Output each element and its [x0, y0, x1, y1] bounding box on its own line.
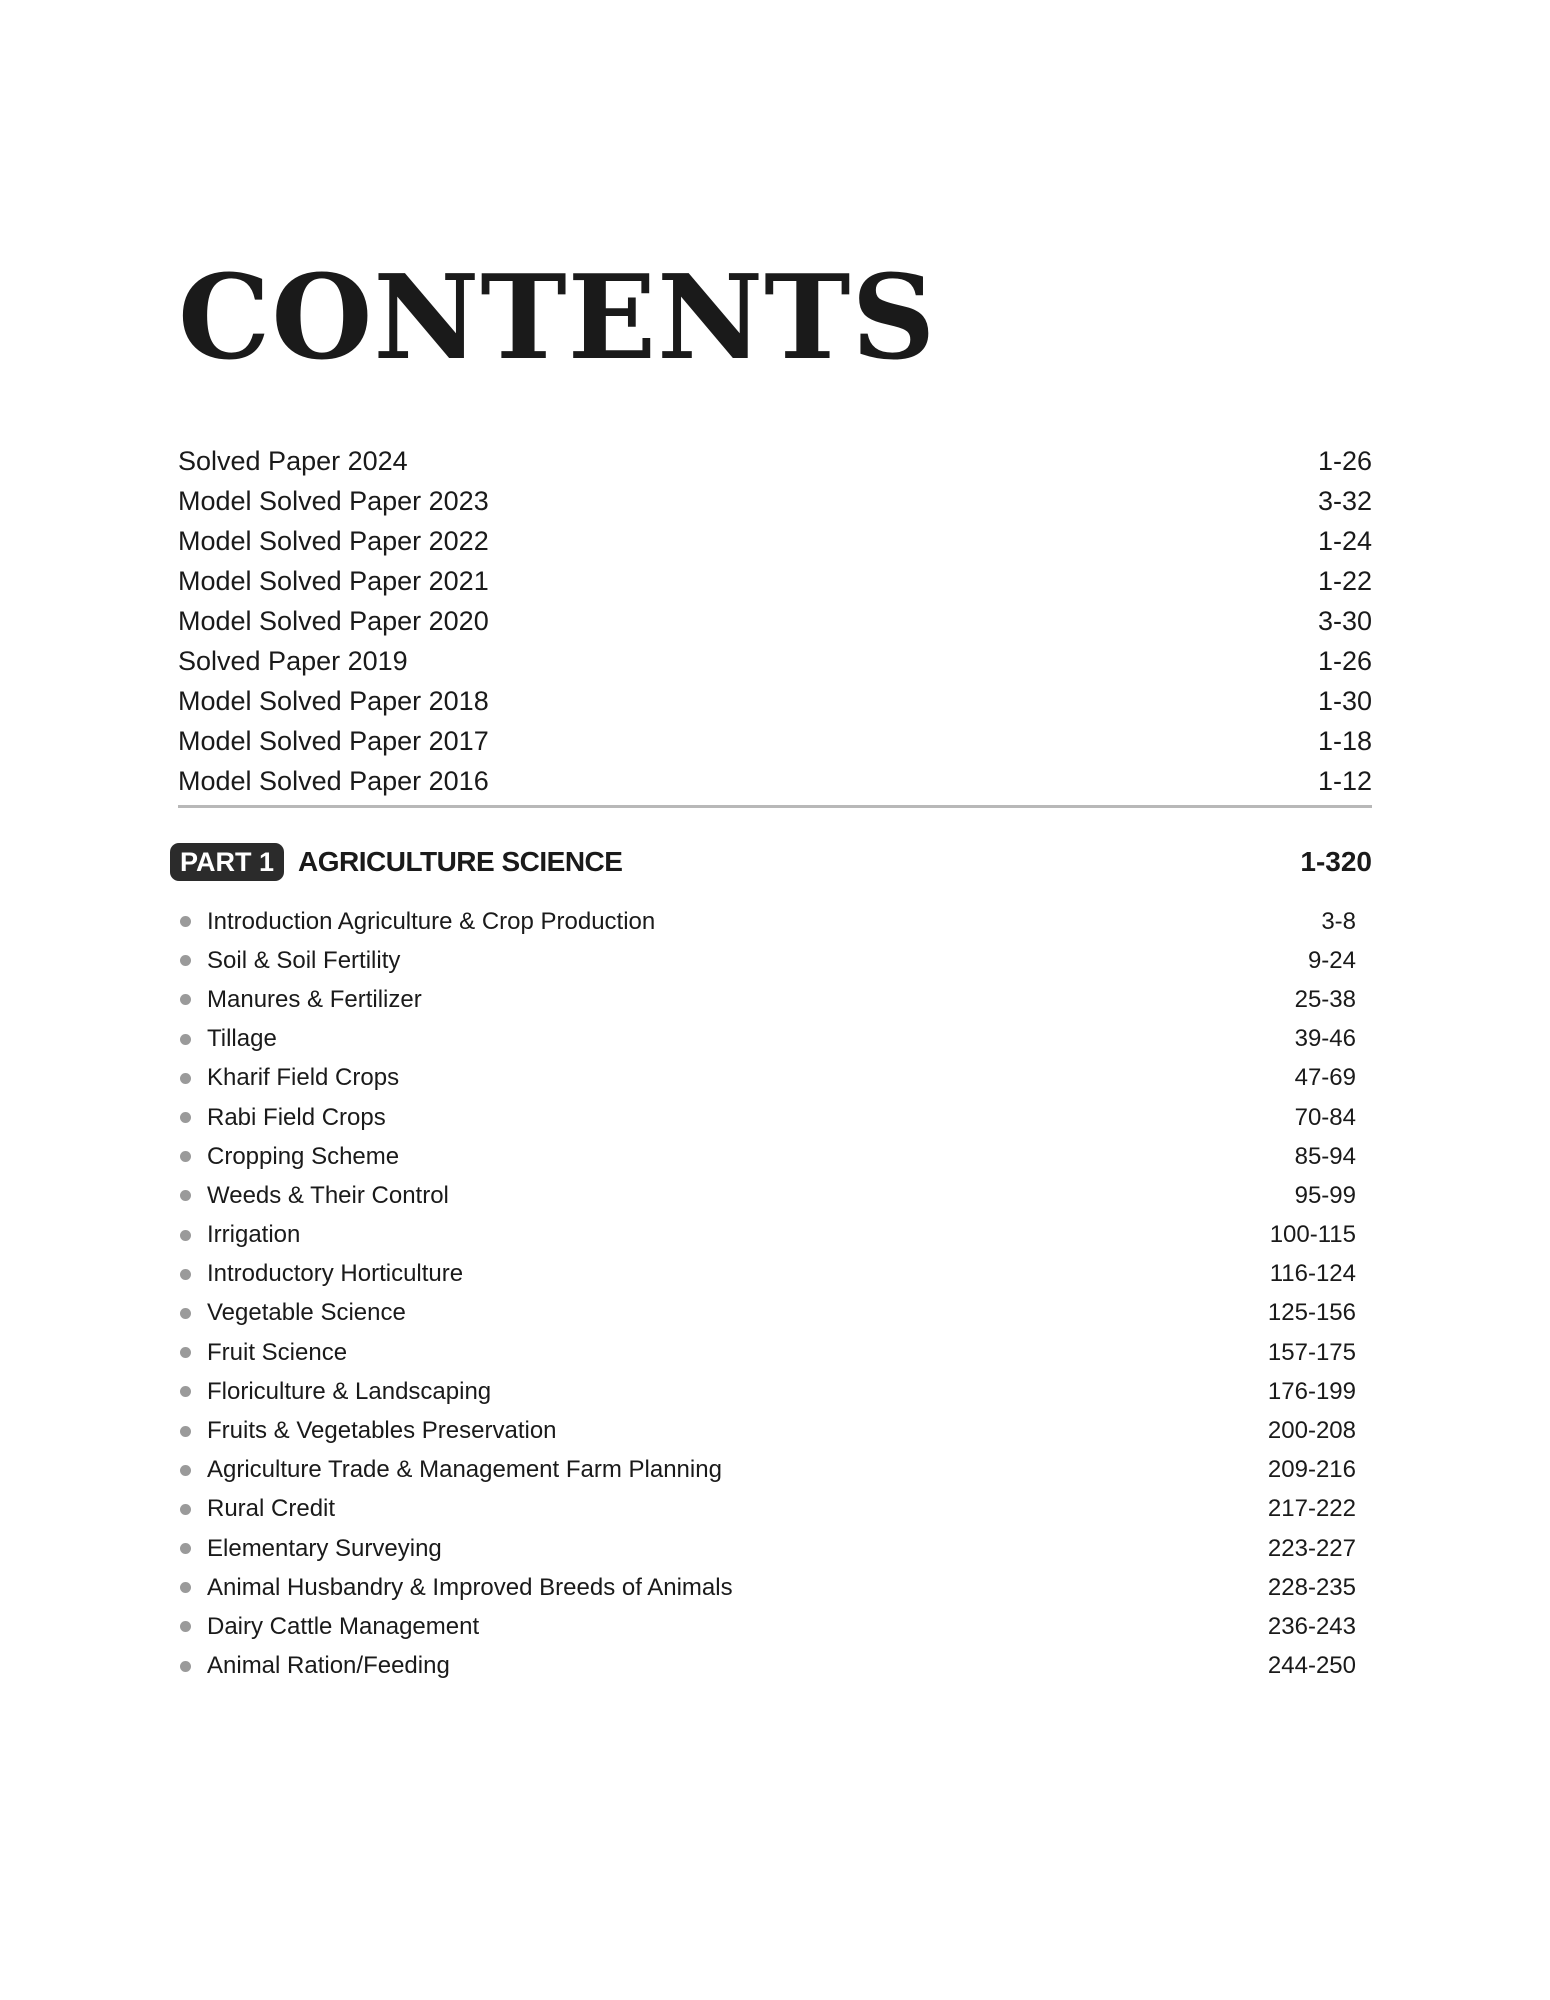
topic-item[interactable] — [178, 1333, 1356, 1372]
topic-label: Rural Credit — [207, 1495, 336, 1523]
solved-papers-list — [178, 440, 1372, 800]
topic-label: Soil & Soil Fertility — [207, 946, 401, 974]
bullet-icon — [180, 1308, 191, 1319]
bullet-icon — [180, 1112, 191, 1123]
topic-item[interactable] — [178, 1294, 1356, 1333]
bullet-icon — [180, 1504, 191, 1515]
bullet-icon — [180, 994, 191, 1005]
paper-pages: 1-18 — [1317, 726, 1372, 756]
topic-pages: 116-124 — [1269, 1260, 1356, 1288]
paper-row[interactable] — [178, 520, 1372, 560]
topic-pages: 228-235 — [1267, 1573, 1356, 1601]
topic-item[interactable] — [178, 1216, 1356, 1255]
paper-label: Model Solved Paper 2018 — [178, 686, 489, 716]
paper-pages: 3-30 — [1317, 606, 1372, 636]
topic-label: Irrigation — [207, 1221, 301, 1249]
topic-label: Fruit Science — [207, 1338, 348, 1366]
topic-item[interactable] — [178, 1255, 1356, 1294]
paper-pages: 1-30 — [1317, 686, 1372, 716]
paper-row[interactable] — [178, 720, 1372, 760]
topic-label: Cropping Scheme — [207, 1142, 400, 1170]
paper-label: Model Solved Paper 2020 — [178, 606, 489, 636]
topic-item[interactable] — [178, 1020, 1356, 1059]
topic-item[interactable] — [178, 1568, 1356, 1607]
bullet-icon — [180, 1230, 191, 1241]
paper-pages: 3-32 — [1317, 486, 1372, 516]
paper-pages: 1-24 — [1317, 526, 1372, 556]
topic-pages: 176-199 — [1267, 1377, 1356, 1405]
paper-row[interactable] — [178, 560, 1372, 600]
topic-item[interactable] — [178, 1137, 1356, 1176]
topic-label: Manures & Fertilizer — [207, 985, 422, 1013]
topic-pages: 244-250 — [1267, 1652, 1356, 1680]
bullet-icon — [180, 1426, 191, 1437]
topic-item[interactable] — [178, 1372, 1356, 1411]
topic-pages: 236-243 — [1267, 1612, 1356, 1640]
topic-pages: 200-208 — [1267, 1417, 1356, 1445]
topic-item[interactable] — [178, 902, 1356, 941]
topic-pages: 209-216 — [1267, 1456, 1356, 1484]
bullet-icon — [180, 1347, 191, 1358]
bullet-icon — [180, 1034, 191, 1045]
paper-label: Model Solved Paper 2021 — [178, 566, 489, 596]
topic-item[interactable] — [178, 1607, 1356, 1646]
topic-pages: 85-94 — [1294, 1142, 1356, 1170]
topic-label: Introductory Horticulture — [207, 1260, 464, 1288]
bullet-icon — [180, 1151, 191, 1162]
paper-row[interactable] — [178, 480, 1372, 520]
topic-item[interactable] — [178, 1490, 1356, 1529]
topic-label: Tillage — [207, 1025, 277, 1053]
topic-label: Rabi Field Crops — [207, 1103, 386, 1131]
topic-label: Vegetable Science — [207, 1299, 406, 1327]
topic-item[interactable] — [178, 980, 1356, 1019]
topic-item[interactable] — [178, 1059, 1356, 1098]
paper-label: Solved Paper 2024 — [178, 446, 408, 476]
paper-pages: 1-22 — [1317, 566, 1372, 596]
topic-pages: 25-38 — [1294, 985, 1356, 1013]
topic-pages: 125-156 — [1267, 1299, 1356, 1327]
topic-label: Dairy Cattle Management — [207, 1612, 480, 1640]
part-pages: 1-320 — [1300, 846, 1372, 877]
topic-item[interactable] — [178, 941, 1356, 980]
paper-label: Model Solved Paper 2016 — [178, 766, 489, 796]
topic-list — [178, 902, 1356, 1686]
bullet-icon — [180, 1386, 191, 1397]
part-header[interactable] — [170, 842, 1372, 882]
topic-item[interactable] — [178, 1176, 1356, 1215]
topic-pages: 47-69 — [1294, 1064, 1356, 1092]
topic-item[interactable] — [178, 1098, 1356, 1137]
topic-label: Floriculture & Landscaping — [207, 1377, 492, 1405]
topic-pages: 217-222 — [1267, 1495, 1356, 1523]
topic-label: Introduction Agriculture & Crop Production — [207, 907, 656, 935]
bullet-icon — [180, 955, 191, 966]
section-divider — [178, 805, 1372, 808]
topic-pages: 95-99 — [1294, 1181, 1356, 1209]
bullet-icon — [180, 1073, 191, 1084]
topic-label: Kharif Field Crops — [207, 1064, 400, 1092]
bullet-icon — [180, 1543, 191, 1554]
topic-label: Animal Husbandry & Improved Breeds of Animals — [207, 1573, 733, 1601]
topic-pages: 3-8 — [1321, 907, 1356, 935]
topic-label: Agriculture Trade & Management Farm Planning — [207, 1456, 722, 1484]
paper-label: Model Solved Paper 2022 — [178, 526, 489, 556]
paper-label: Solved Paper 2019 — [178, 646, 408, 676]
contents-page — [178, 0, 1372, 2000]
part-title: AGRICULTURE SCIENCE — [298, 846, 623, 877]
topic-label: Fruits & Vegetables Preservation — [207, 1417, 557, 1445]
topic-item[interactable] — [178, 1451, 1356, 1490]
paper-label: Model Solved Paper 2023 — [178, 486, 489, 516]
topic-pages: 100-115 — [1269, 1221, 1356, 1249]
paper-pages: 1-26 — [1317, 646, 1372, 676]
part-badge: PART 1 — [170, 843, 284, 881]
paper-row[interactable] — [178, 680, 1372, 720]
topic-pages: 70-84 — [1294, 1103, 1356, 1131]
bullet-icon — [180, 1621, 191, 1632]
bullet-icon — [180, 1582, 191, 1593]
topic-item[interactable] — [178, 1411, 1356, 1450]
topic-item[interactable] — [178, 1647, 1356, 1686]
topic-label: Weeds & Their Control — [207, 1181, 449, 1209]
paper-row[interactable] — [178, 440, 1372, 480]
bullet-icon — [180, 1190, 191, 1201]
page-title: CONTENTS — [178, 250, 937, 386]
topic-item[interactable] — [178, 1529, 1356, 1568]
topic-label: Elementary Surveying — [207, 1534, 442, 1562]
bullet-icon — [180, 916, 191, 927]
topic-pages: 9-24 — [1307, 946, 1356, 974]
bullet-icon — [180, 1269, 191, 1280]
paper-row[interactable] — [178, 640, 1372, 680]
bullet-icon — [180, 1465, 191, 1476]
paper-label: Model Solved Paper 2017 — [178, 726, 489, 756]
topic-pages: 39-46 — [1294, 1025, 1356, 1053]
topic-label: Animal Ration/Feeding — [207, 1652, 450, 1680]
paper-pages: 1-12 — [1317, 766, 1372, 796]
paper-pages: 1-26 — [1317, 446, 1372, 476]
paper-row[interactable] — [178, 600, 1372, 640]
topic-pages: 223-227 — [1267, 1534, 1356, 1562]
topic-pages: 157-175 — [1267, 1338, 1356, 1366]
bullet-icon — [180, 1661, 191, 1672]
paper-row[interactable] — [178, 760, 1372, 800]
